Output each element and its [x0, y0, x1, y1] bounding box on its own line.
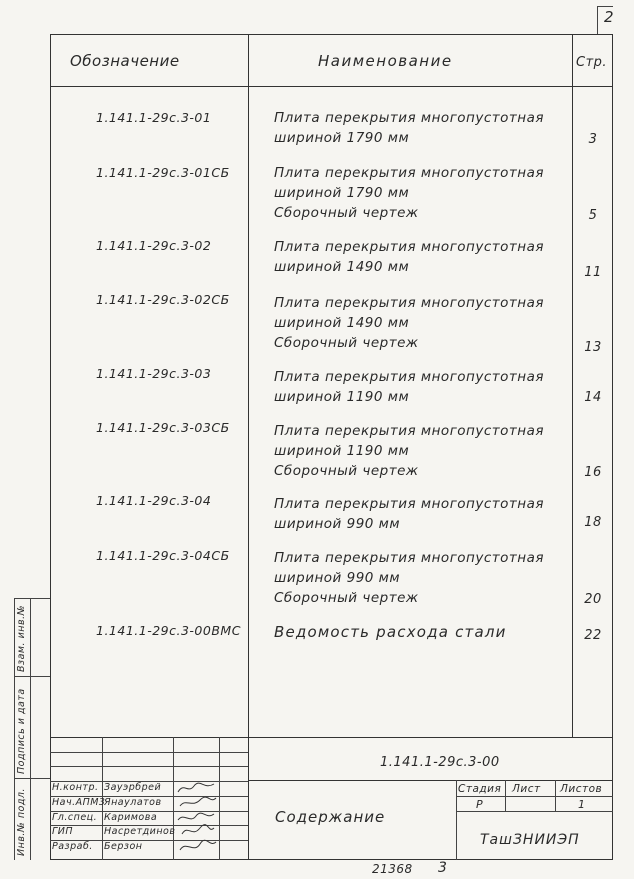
- row-name-line: Плита перекрытия многопустотная: [274, 295, 544, 311]
- row-name-line: Плита перекрытия многопустотная: [274, 496, 544, 512]
- grid-line: [456, 796, 613, 797]
- side-strip-div2: [14, 778, 50, 779]
- role-label: Нач.АПМ3: [52, 797, 106, 808]
- role-label: Разраб.: [52, 841, 93, 852]
- side-strip-mid: [30, 598, 31, 860]
- footer-page: 3: [438, 860, 448, 876]
- row-name-line: Плита перекрытия многопустотная: [274, 239, 544, 255]
- sheet-number: 2: [604, 8, 615, 26]
- person-name: Каримова: [104, 812, 158, 823]
- row-page: 18: [584, 515, 602, 530]
- title-block-code-bottom: [248, 780, 613, 781]
- side-label-sign-date: Подпись и дата: [16, 688, 27, 774]
- row-page: 16: [584, 465, 602, 480]
- row-code: 1.141.1-29с.3-04: [96, 493, 212, 508]
- grid-line: [456, 780, 457, 860]
- row-name-line: шириной 1190 мм: [274, 443, 410, 459]
- row-page: 20: [584, 592, 602, 607]
- row-code: 1.141.1-29с.3-02: [96, 238, 212, 253]
- side-strip-div1: [14, 676, 50, 677]
- title-block-top: [50, 737, 613, 738]
- row-name-line: Сборочный чертеж: [274, 590, 419, 606]
- header-page: Стр.: [576, 55, 608, 70]
- person-name: Насретдинов: [104, 826, 176, 837]
- row-name-line: шириной 1790 мм: [274, 185, 410, 201]
- row-name-line: Плита перекрытия многопустотная: [274, 165, 544, 181]
- row-code: 1.141.1-29с.3-01: [96, 110, 212, 125]
- row-name-line: шириной 1790 мм: [274, 130, 410, 146]
- stage-label: Стадия: [458, 783, 502, 795]
- side-strip-outer: [14, 598, 15, 860]
- row-name-line: Сборочный чертеж: [274, 463, 419, 479]
- row-name-line: Плита перекрытия многопустотная: [274, 110, 544, 126]
- row-name-line: шириной 1490 мм: [274, 259, 410, 275]
- signature-marks: [174, 780, 220, 860]
- row-code: 1.141.1-29с.3-00ВМС: [96, 623, 241, 638]
- sheet-box-top: [597, 6, 613, 7]
- row-page: 3: [588, 132, 598, 147]
- sheets-label: Листов: [560, 783, 603, 795]
- row-name-line: Ведомость расхода стали: [274, 623, 507, 641]
- row-code: 1.141.1-29с.3-03СБ: [96, 420, 230, 435]
- row-name-line: Плита перекрытия многопустотная: [274, 423, 544, 439]
- header-bottom-line: [50, 86, 613, 87]
- stage-value: Р: [476, 798, 484, 811]
- sheets-value: 1: [578, 798, 586, 811]
- row-code: 1.141.1-29с.3-04СБ: [96, 548, 230, 563]
- row-page: 11: [584, 265, 602, 280]
- row-page: 5: [588, 208, 598, 223]
- frame-top: [50, 34, 613, 35]
- org-name: ТашЗНИИЭП: [480, 832, 580, 848]
- row-name-line: шириной 990 мм: [274, 570, 401, 586]
- side-label-replace-inv: Взам. инв.№: [16, 605, 27, 672]
- person-name: Берзон: [104, 841, 143, 852]
- row-name-line: Сборочный чертеж: [274, 335, 419, 351]
- grid-line: [456, 811, 613, 812]
- row-code: 1.141.1-29с.3-01СБ: [96, 165, 230, 180]
- sheet-box-left: [597, 6, 598, 34]
- side-label-inv: Инв.№ подл.: [16, 787, 27, 856]
- title-block-divider: [248, 737, 249, 860]
- header-designation: Обозначение: [70, 52, 180, 70]
- doc-title: Содержание: [275, 808, 386, 826]
- row-name-line: шириной 1490 мм: [274, 315, 410, 331]
- row-name-line: Сборочный чертеж: [274, 205, 419, 221]
- header-name: Наименование: [318, 52, 453, 70]
- footer-number: 21368: [372, 862, 413, 876]
- row-name-line: шириной 1190 мм: [274, 389, 410, 405]
- grid-line: [505, 780, 506, 811]
- grid-line: [555, 780, 556, 811]
- row-page: 14: [584, 390, 602, 405]
- row-page: 22: [584, 628, 602, 643]
- role-label: ГИП: [52, 826, 74, 837]
- sheet-label: Лист: [512, 783, 541, 795]
- side-strip-top: [14, 598, 50, 599]
- doc-code: 1.141.1-29с.3-00: [380, 755, 500, 770]
- frame-bottom: [50, 859, 613, 860]
- person-name: Янаулатов: [104, 797, 162, 808]
- row-name-line: шириной 990 мм: [274, 516, 401, 532]
- row-code: 1.141.1-29с.3-03: [96, 366, 212, 381]
- row-name-line: Плита перекрытия многопустотная: [274, 369, 544, 385]
- row-name-line: Плита перекрытия многопустотная: [274, 550, 544, 566]
- role-label: Гл.спец.: [52, 812, 98, 823]
- row-page: 13: [584, 340, 602, 355]
- role-label: Н.контр.: [52, 782, 99, 793]
- row-code: 1.141.1-29с.3-02СБ: [96, 292, 230, 307]
- person-name: Зауэрбрей: [104, 782, 162, 793]
